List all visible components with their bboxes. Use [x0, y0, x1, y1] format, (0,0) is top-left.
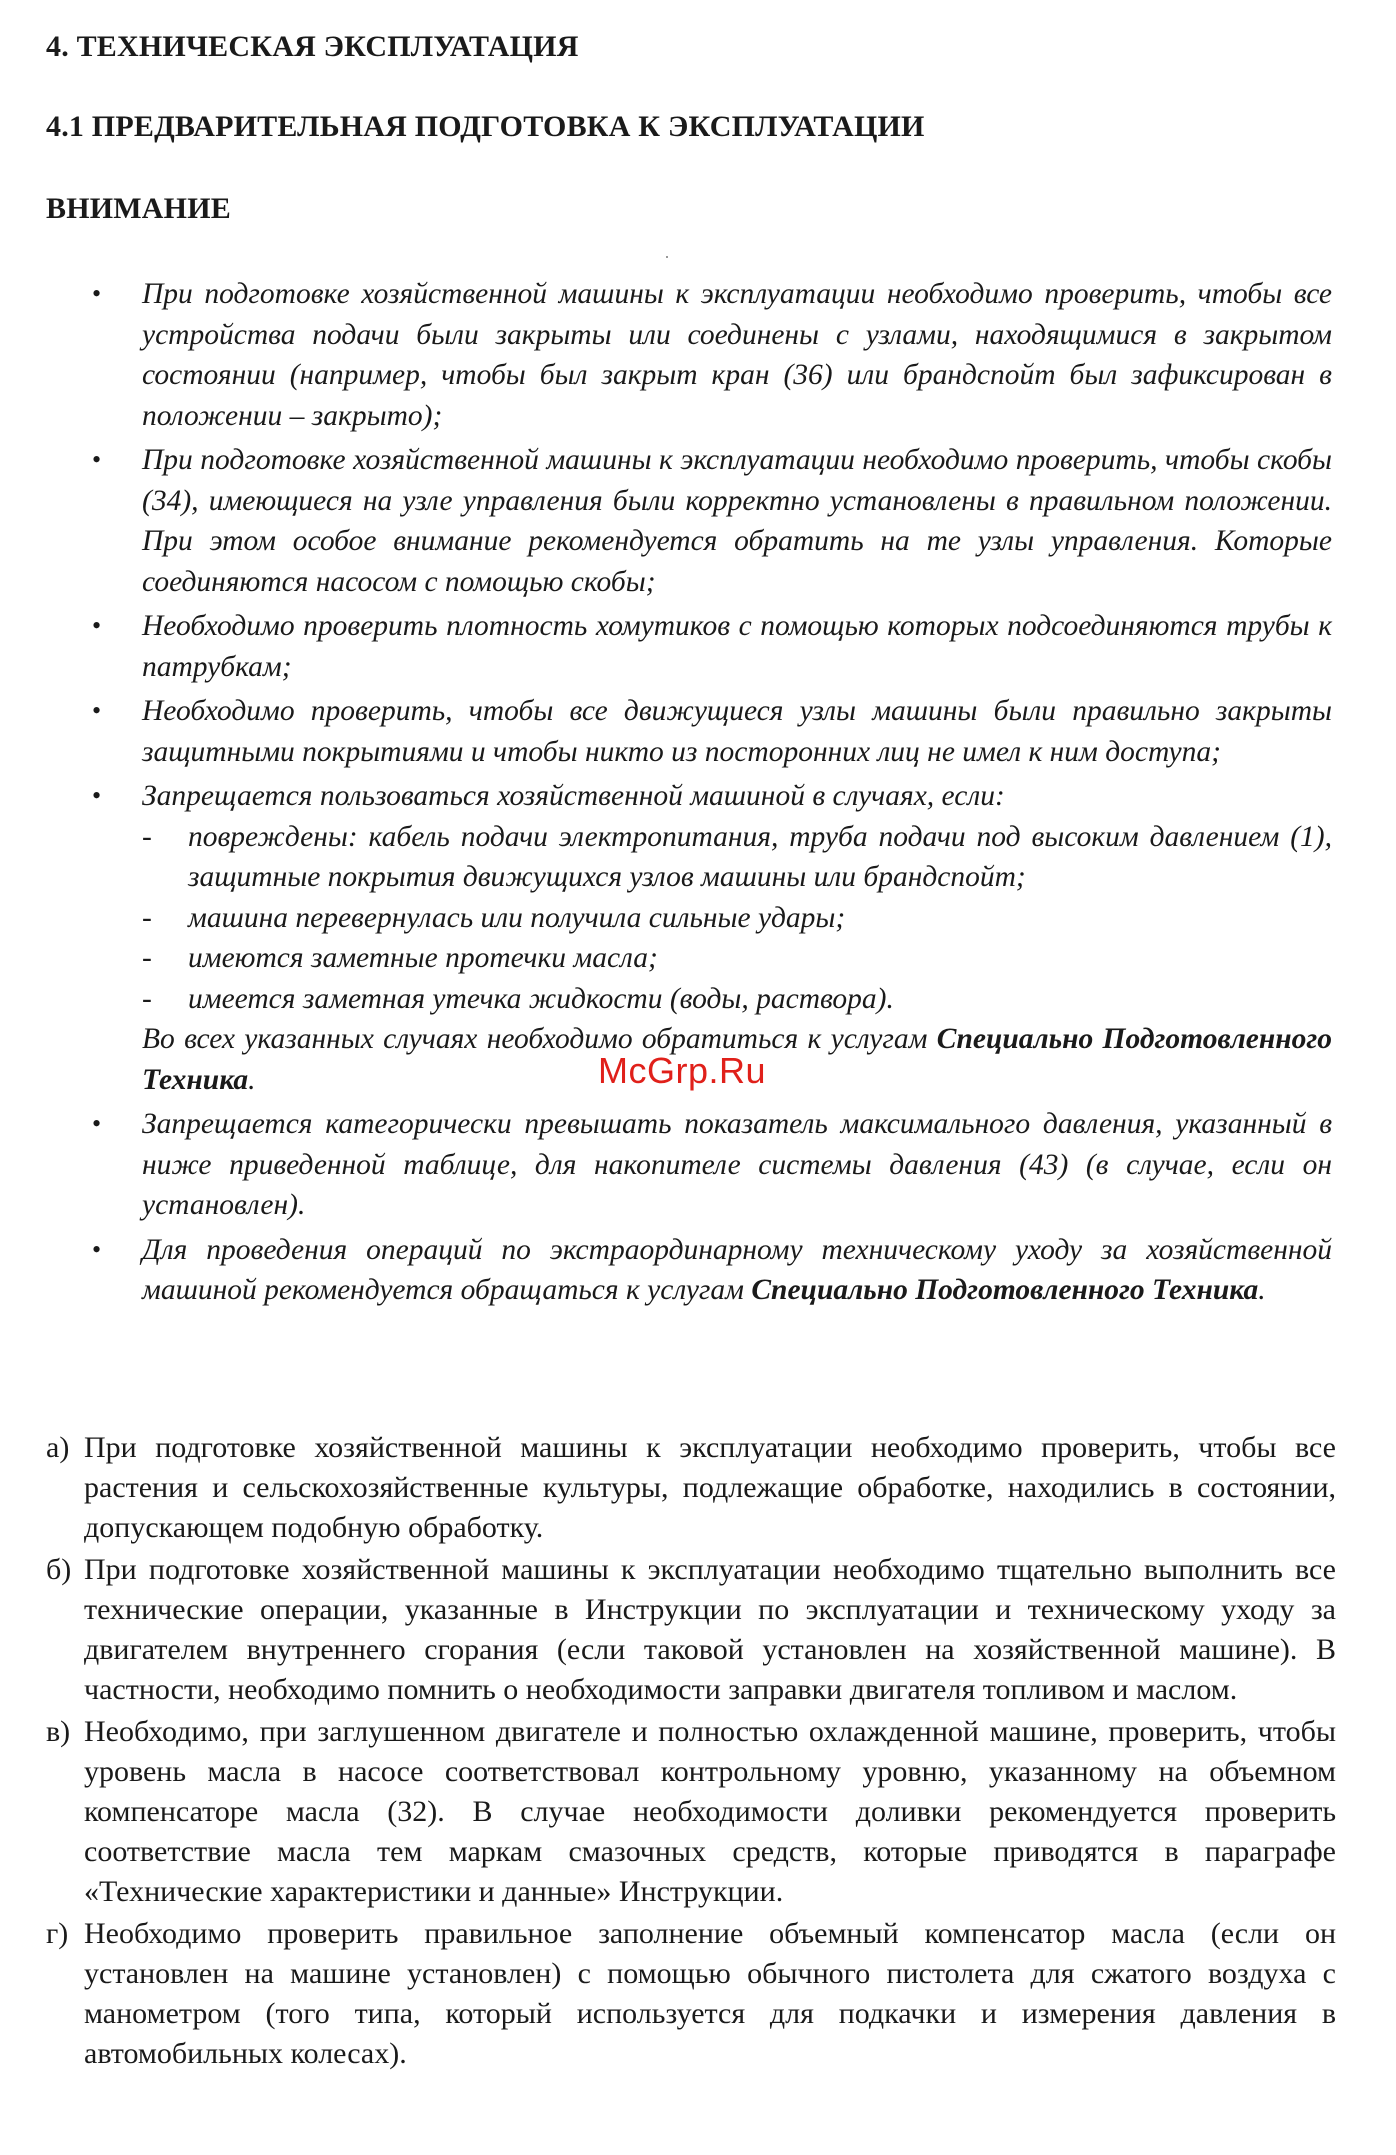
bullet-icon: •	[92, 279, 102, 308]
subsection-heading: 4.1 ПРЕДВАРИТЕЛЬНАЯ ПОДГОТОВКА К ЭКСПЛУАТАЦИИ	[46, 110, 925, 143]
prohibited-case	[142, 817, 1332, 898]
prohibited-case	[142, 979, 1332, 1020]
warning-bold-text: Специально Подготовленного Техника	[751, 1274, 1259, 1306]
attention-heading: ВНИМАНИЕ	[46, 192, 231, 225]
prohibited-case-text: имеются заметные протечки масла;	[188, 942, 658, 974]
bullet-icon: •	[92, 1234, 102, 1264]
warning-text: Запрещается категорически превышать показатель максимального давления, указанный в ниже приведенной таблице, для накопителе системы давления (43) (в случае, если он установлен).	[142, 1108, 1332, 1221]
warning-text: Необходимо проверить, чтобы все движущиеся узлы машины были правильно закрыты защитными покрытиями и чтобы никто из посторонних лиц не имел к ним доступа;	[142, 695, 1332, 768]
bullet-icon: •	[92, 696, 102, 725]
step-item	[46, 1550, 1336, 1710]
step-marker: г)	[46, 1917, 69, 1950]
warning-end: .	[1258, 1274, 1266, 1306]
warning-item	[92, 606, 1332, 687]
watermark: McGrp.Ru	[598, 1050, 767, 1091]
dash-icon: -	[142, 820, 152, 853]
prohibited-case-text: повреждены: кабель подачи электропитания, труба подачи под высоким давлением (1), защитные покрытия движущихся узлов машины или брандспойт;	[188, 820, 1332, 893]
dash-icon: -	[142, 942, 152, 974]
bullet-icon: •	[92, 1109, 102, 1138]
step-marker: а)	[46, 1431, 70, 1464]
step-marker: б)	[46, 1553, 72, 1586]
step-marker: в)	[46, 1715, 71, 1748]
preparation-steps-list	[46, 1428, 1336, 2076]
warning-item	[92, 1230, 1332, 1311]
note-end: .	[248, 1063, 256, 1096]
note-text: Во всех указанных случаях необходимо обратиться к услугам	[142, 1023, 928, 1055]
prohibited-case	[142, 898, 1332, 939]
dash-icon: -	[142, 901, 152, 934]
warning-item	[92, 691, 1332, 772]
warning-text: Необходимо проверить плотность хомутиков с помощью которых подсоединяются трубы к патрубкам;	[142, 610, 1332, 683]
bullet-icon: •	[92, 781, 102, 810]
note-bold-text: Специально Подготовленного Техника	[142, 1023, 1333, 1096]
warning-list	[92, 274, 1332, 1315]
step-item	[46, 1712, 1336, 1912]
bullet-icon: •	[92, 611, 102, 640]
warning-intro: Запрещается пользоваться хозяйственной машиной в случаях, если:	[142, 780, 1005, 812]
step-item	[46, 1914, 1336, 2074]
prohibited-case	[142, 938, 1332, 979]
scan-speck	[666, 256, 668, 258]
prohibited-cases-list	[142, 817, 1332, 1020]
step-item	[46, 1428, 1336, 1548]
warning-item	[92, 274, 1332, 436]
prohibited-case-text: машина перевернулась или получила сильные удары;	[188, 901, 846, 934]
step-text: Необходимо, при заглушенном двигателе и полностью охлажденной машине, проверить, чтобы уровень масла в насосе соответствовал контрольному уровню, указанному на объемном компенсаторе масла (32). В случае необходимости доливки рекомендуется проверить соответствие масла тем маркам смазочных средств, которые приводятся в параграфе «Технические характеристики и данные» Инструкции.	[84, 1715, 1336, 1908]
step-text: При подготовке хозяйственной машины к эксплуатации необходимо проверить, чтобы все растения и сельскохозяйственные культуры, подлежащие обработке, находились в состоянии, допускающем подобную обработку.	[84, 1431, 1336, 1544]
warning-text: При подготовке хозяйственной машины к эксплуатации необходимо проверить, чтобы скобы (34), имеющиеся на узле управления были корректно установлены в правильном положении. При этом особое внимание рекомендуется обратить на те узлы управления. Которые соединяются насосом с помощью скобы;	[142, 444, 1332, 598]
dash-icon: -	[142, 982, 152, 1015]
warning-text: При подготовке хозяйственной машины к эксплуатации необходимо проверить, чтобы все устройства подачи были закрыты или соединены с узлами, находящимися в закрытом состоянии (например, чтобы был закрыт кран (36) или брандспойт был зафиксирован в положении – закрыто);	[142, 278, 1332, 432]
warning-item	[92, 1104, 1332, 1226]
bullet-icon: •	[92, 445, 102, 474]
warning-text: Для проведения операций по экстраординарному техническому уходу за хозяйственной машиной рекомендуется обращаться к услугам	[142, 1233, 1332, 1306]
section-heading: 4. ТЕХНИЧЕСКАЯ ЭКСПЛУАТАЦИЯ	[46, 30, 579, 63]
warning-item	[92, 440, 1332, 602]
prohibited-case-text: имеется заметная утечка жидкости (воды, раствора).	[188, 982, 894, 1015]
step-text: При подготовке хозяйственной машины к эксплуатации необходимо тщательно выполнить все технические операции, указанные в Инструкции по эксплуатации и техническому уходу за двигателем внутреннего сгорания (если таковой установлен на хозяйственной машине). В частности, необходимо помнить о необходимости заправки двигателя топливом и маслом.	[84, 1553, 1336, 1706]
step-text: Необходимо проверить правильное заполнение объемный компенсатор масла (если он установлен на машине установлен) с помощью обычного пистолета для сжатого воздуха с манометром (того типа, который используется для подкачки и измерения давления в автомобильных колесах).	[84, 1917, 1336, 2070]
